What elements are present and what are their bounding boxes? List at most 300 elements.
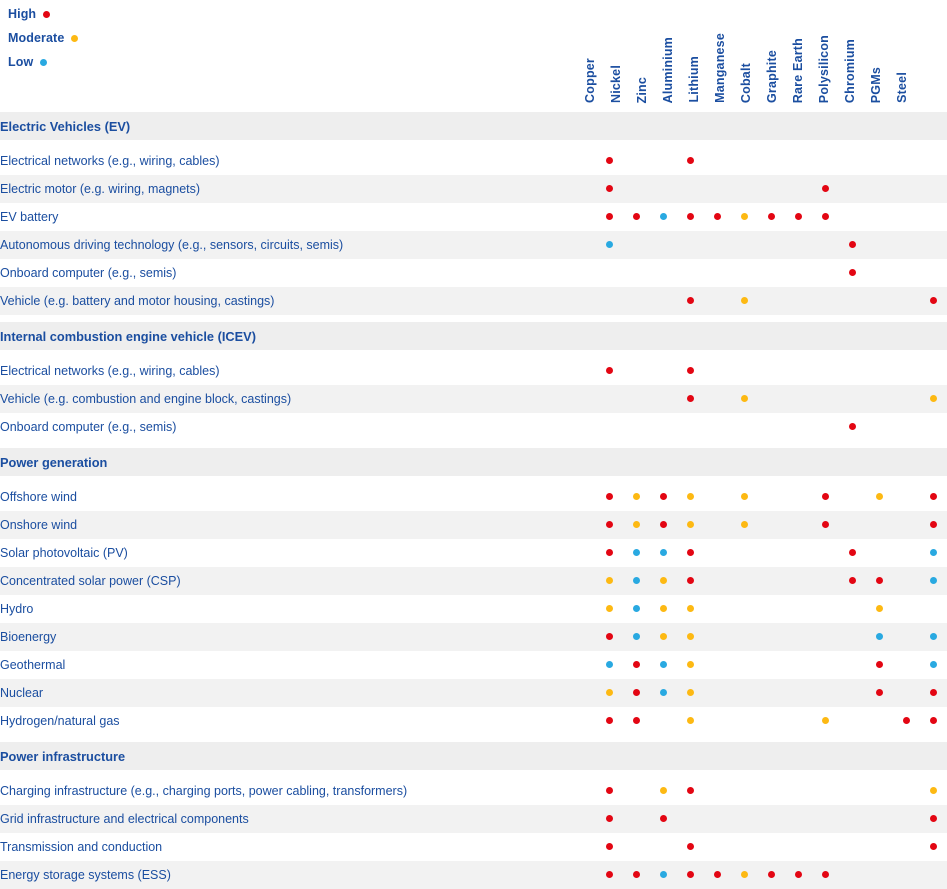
matrix-cell bbox=[704, 567, 731, 595]
row-label: Bioenergy bbox=[0, 630, 57, 644]
matrix-cell bbox=[704, 679, 731, 707]
row-spacer bbox=[0, 476, 947, 483]
matrix-cell bbox=[677, 679, 704, 707]
table-row bbox=[0, 175, 947, 203]
matrix-cell bbox=[866, 567, 893, 595]
row-label: Vehicle (e.g. battery and motor housing, castings) bbox=[0, 294, 275, 308]
rating-dot-high bbox=[687, 549, 694, 556]
matrix-cell bbox=[596, 413, 623, 441]
matrix-cell bbox=[704, 539, 731, 567]
column-header-cobalt bbox=[739, 63, 765, 108]
matrix-cell bbox=[812, 385, 839, 413]
rating-dot-high bbox=[930, 297, 937, 304]
matrix-cell bbox=[920, 511, 947, 539]
matrix-table bbox=[0, 112, 947, 889]
rating-dot-high bbox=[822, 521, 829, 528]
matrix-cell bbox=[920, 861, 947, 889]
column-header-label: Zinc bbox=[635, 76, 649, 103]
legend-dot-icon bbox=[43, 11, 50, 18]
column-header-zinc bbox=[635, 77, 661, 109]
row-spacer bbox=[0, 770, 947, 777]
matrix-cell bbox=[677, 511, 704, 539]
row-label: Electrical networks (e.g., wiring, cables) bbox=[0, 154, 220, 168]
rating-dot-high bbox=[633, 871, 640, 878]
matrix-cell bbox=[704, 231, 731, 259]
matrix-cell bbox=[704, 357, 731, 385]
matrix-cell bbox=[839, 539, 866, 567]
column-header-pgms bbox=[869, 67, 895, 108]
matrix-cell bbox=[839, 595, 866, 623]
rating-dot-high bbox=[822, 213, 829, 220]
matrix-cell bbox=[758, 203, 785, 231]
row-label: Hydro bbox=[0, 602, 34, 616]
rating-dot-high bbox=[849, 549, 856, 556]
matrix-cell bbox=[785, 707, 812, 735]
matrix-cell bbox=[920, 707, 947, 735]
matrix-cell bbox=[812, 511, 839, 539]
matrix-cell bbox=[893, 651, 920, 679]
matrix-cell bbox=[893, 511, 920, 539]
matrix-cell bbox=[758, 567, 785, 595]
matrix-cell bbox=[839, 413, 866, 441]
rating-dot-high bbox=[606, 633, 613, 640]
matrix-cell bbox=[731, 651, 758, 679]
column-header-label: Cobalt bbox=[739, 62, 753, 103]
matrix-cell bbox=[920, 833, 947, 861]
section-title: Power infrastructure bbox=[0, 748, 126, 764]
matrix-cell bbox=[650, 287, 677, 315]
row-label: Charging infrastructure (e.g., charging ports, power cabling, transformers) bbox=[0, 784, 408, 798]
matrix-cell bbox=[812, 595, 839, 623]
matrix-cell bbox=[866, 833, 893, 861]
matrix-cell bbox=[920, 413, 947, 441]
row-label: Offshore wind bbox=[0, 490, 77, 504]
matrix-cell bbox=[623, 413, 650, 441]
matrix-cell bbox=[920, 623, 947, 651]
matrix-cell bbox=[677, 651, 704, 679]
matrix-cell bbox=[596, 707, 623, 735]
row-spacer bbox=[0, 315, 947, 322]
table-row bbox=[0, 231, 947, 259]
rating-dot-high bbox=[930, 689, 937, 696]
legend-dot-icon bbox=[71, 35, 78, 42]
row-spacer bbox=[0, 350, 947, 357]
matrix-cell bbox=[866, 595, 893, 623]
matrix-cell bbox=[677, 147, 704, 175]
matrix-cell bbox=[623, 777, 650, 805]
matrix-cell bbox=[677, 385, 704, 413]
rating-dot-high bbox=[903, 717, 910, 724]
matrix-cell bbox=[596, 147, 623, 175]
matrix-cell bbox=[920, 679, 947, 707]
rating-dot-moderate bbox=[633, 493, 640, 500]
matrix-cell bbox=[650, 511, 677, 539]
matrix-cell bbox=[785, 539, 812, 567]
matrix-cell bbox=[920, 357, 947, 385]
matrix-cell bbox=[839, 259, 866, 287]
legend-item-label: Low bbox=[8, 55, 34, 69]
matrix-cell bbox=[758, 805, 785, 833]
matrix-cell bbox=[704, 777, 731, 805]
column-header-label: Steel bbox=[895, 72, 909, 103]
matrix-cell bbox=[731, 595, 758, 623]
rating-dot-low bbox=[930, 633, 937, 640]
matrix-cell bbox=[758, 777, 785, 805]
rating-dot-high bbox=[849, 241, 856, 248]
matrix-cell bbox=[920, 385, 947, 413]
matrix-cell bbox=[650, 833, 677, 861]
rating-dot-high bbox=[606, 549, 613, 556]
matrix-cell bbox=[677, 833, 704, 861]
matrix-cell bbox=[596, 777, 623, 805]
rating-dot-high bbox=[822, 493, 829, 500]
legend-item-m bbox=[8, 26, 208, 50]
matrix-cell bbox=[893, 357, 920, 385]
rating-dot-moderate bbox=[741, 395, 748, 402]
rating-dot-moderate bbox=[660, 577, 667, 584]
matrix-cell bbox=[704, 287, 731, 315]
table-row bbox=[0, 651, 947, 679]
matrix-cell bbox=[812, 777, 839, 805]
column-header-polysilicon bbox=[817, 35, 843, 108]
rating-dot-high bbox=[795, 213, 802, 220]
column-header-label: Rare Earth bbox=[791, 37, 805, 103]
row-label: Electrical networks (e.g., wiring, cables) bbox=[0, 364, 220, 378]
rating-dot-moderate bbox=[741, 297, 748, 304]
rating-dot-high bbox=[606, 185, 613, 192]
rating-dot-high bbox=[606, 871, 613, 878]
matrix-cell bbox=[893, 777, 920, 805]
matrix-cell bbox=[866, 287, 893, 315]
row-spacer-cell bbox=[0, 770, 947, 777]
matrix-cell bbox=[731, 357, 758, 385]
rating-dot-high bbox=[606, 367, 613, 374]
rating-dot-moderate bbox=[687, 521, 694, 528]
rating-dot-moderate bbox=[687, 605, 694, 612]
matrix-cell bbox=[839, 707, 866, 735]
matrix-cell bbox=[596, 483, 623, 511]
matrix-cell bbox=[650, 567, 677, 595]
rating-dot-moderate bbox=[687, 689, 694, 696]
matrix-cell bbox=[785, 805, 812, 833]
matrix-cell bbox=[623, 147, 650, 175]
matrix-cell bbox=[866, 483, 893, 511]
matrix-cell bbox=[839, 777, 866, 805]
matrix-cell bbox=[866, 511, 893, 539]
rating-dot-low bbox=[606, 241, 613, 248]
legend bbox=[8, 2, 208, 74]
column-header-chromium bbox=[843, 39, 869, 108]
rating-dot-moderate bbox=[822, 717, 829, 724]
matrix-cell bbox=[893, 413, 920, 441]
matrix-cell bbox=[623, 707, 650, 735]
matrix-cell bbox=[758, 707, 785, 735]
rating-dot-high bbox=[660, 521, 667, 528]
section-header-row bbox=[0, 742, 947, 770]
matrix-cell bbox=[623, 861, 650, 889]
column-header-label: PGMs bbox=[869, 66, 883, 103]
column-header-label: Graphite bbox=[765, 50, 779, 103]
rating-dot-high bbox=[687, 577, 694, 584]
matrix-cell bbox=[812, 651, 839, 679]
matrix-cell bbox=[623, 679, 650, 707]
rating-dot-moderate bbox=[606, 577, 613, 584]
matrix-cell bbox=[920, 483, 947, 511]
rating-dot-high bbox=[930, 815, 937, 822]
matrix-cell bbox=[866, 385, 893, 413]
column-header-label: Copper bbox=[583, 58, 597, 103]
legend-item-label: High bbox=[8, 7, 37, 21]
matrix-cell bbox=[650, 231, 677, 259]
matrix-cell bbox=[758, 231, 785, 259]
matrix-cell bbox=[839, 805, 866, 833]
matrix-cell bbox=[812, 287, 839, 315]
table-row bbox=[0, 357, 947, 385]
matrix-cell bbox=[731, 861, 758, 889]
rating-dot-high bbox=[714, 871, 721, 878]
matrix-cell bbox=[893, 203, 920, 231]
rating-dot-high bbox=[795, 871, 802, 878]
matrix-cell bbox=[812, 483, 839, 511]
matrix-cell bbox=[785, 203, 812, 231]
matrix-cell bbox=[596, 861, 623, 889]
matrix-cell bbox=[731, 287, 758, 315]
matrix-cell bbox=[893, 805, 920, 833]
rating-dot-low bbox=[633, 577, 640, 584]
row-spacer-cell bbox=[0, 476, 947, 483]
matrix-cell bbox=[893, 259, 920, 287]
column-header-label: Chromium bbox=[843, 38, 857, 103]
column-header-label: Manganese bbox=[713, 33, 727, 103]
matrix-cell bbox=[650, 861, 677, 889]
matrix-cell bbox=[677, 805, 704, 833]
rating-dot-high bbox=[687, 787, 694, 794]
matrix-cell bbox=[677, 413, 704, 441]
rating-dot-high bbox=[822, 185, 829, 192]
matrix-cell bbox=[893, 147, 920, 175]
matrix-cell bbox=[623, 833, 650, 861]
matrix-cell bbox=[812, 707, 839, 735]
rating-dot-high bbox=[606, 157, 613, 164]
matrix-cell bbox=[920, 231, 947, 259]
column-header-label: Lithium bbox=[687, 56, 701, 103]
matrix-cell bbox=[704, 203, 731, 231]
matrix-cell bbox=[704, 707, 731, 735]
rating-dot-moderate bbox=[606, 689, 613, 696]
matrix-cell bbox=[731, 777, 758, 805]
matrix-cell bbox=[758, 413, 785, 441]
matrix-cell bbox=[596, 539, 623, 567]
matrix-cell bbox=[785, 567, 812, 595]
matrix-cell bbox=[920, 287, 947, 315]
matrix-cell bbox=[785, 623, 812, 651]
matrix-cell bbox=[785, 175, 812, 203]
matrix-cell bbox=[731, 385, 758, 413]
matrix-cell bbox=[785, 357, 812, 385]
matrix-cell bbox=[677, 539, 704, 567]
matrix-cell bbox=[785, 679, 812, 707]
matrix-cell bbox=[866, 539, 893, 567]
matrix-cell bbox=[920, 777, 947, 805]
matrix-cell bbox=[677, 259, 704, 287]
matrix-cell bbox=[785, 651, 812, 679]
legend-item-label: Moderate bbox=[8, 31, 65, 45]
row-spacer-cell bbox=[0, 350, 947, 357]
matrix-cell bbox=[812, 679, 839, 707]
rating-dot-low bbox=[633, 605, 640, 612]
matrix-cell bbox=[920, 203, 947, 231]
matrix-cell bbox=[596, 833, 623, 861]
matrix-cell bbox=[893, 861, 920, 889]
matrix-cell bbox=[623, 623, 650, 651]
rating-dot-high bbox=[687, 367, 694, 374]
rating-dot-low bbox=[660, 549, 667, 556]
matrix-cell bbox=[866, 175, 893, 203]
matrix-cell bbox=[839, 861, 866, 889]
row-label: Geothermal bbox=[0, 658, 66, 672]
rating-dot-moderate bbox=[876, 493, 883, 500]
matrix-cell bbox=[758, 651, 785, 679]
matrix-cell bbox=[866, 231, 893, 259]
matrix-cell bbox=[839, 623, 866, 651]
matrix-cell bbox=[893, 175, 920, 203]
matrix-cell bbox=[623, 539, 650, 567]
rating-dot-low bbox=[930, 549, 937, 556]
matrix-cell bbox=[650, 595, 677, 623]
matrix-cell bbox=[677, 175, 704, 203]
matrix-cell bbox=[650, 707, 677, 735]
rating-dot-moderate bbox=[660, 787, 667, 794]
section-header-row bbox=[0, 448, 947, 476]
matrix-cell bbox=[650, 259, 677, 287]
table-row bbox=[0, 805, 947, 833]
rating-dot-high bbox=[633, 213, 640, 220]
rating-dot-moderate bbox=[687, 493, 694, 500]
matrix-cell bbox=[731, 147, 758, 175]
rating-dot-moderate bbox=[633, 521, 640, 528]
table-row bbox=[0, 203, 947, 231]
matrix-cell bbox=[623, 385, 650, 413]
matrix-cell bbox=[623, 567, 650, 595]
rating-dot-high bbox=[687, 157, 694, 164]
matrix-cell bbox=[758, 511, 785, 539]
matrix-cell bbox=[812, 259, 839, 287]
matrix-cell bbox=[839, 511, 866, 539]
matrix-cell bbox=[677, 567, 704, 595]
matrix-cell bbox=[785, 231, 812, 259]
matrix-cell bbox=[731, 805, 758, 833]
section-header-row bbox=[0, 322, 947, 350]
matrix-cell bbox=[650, 483, 677, 511]
row-label: Solar photovoltaic (PV) bbox=[0, 546, 128, 560]
rating-dot-low bbox=[930, 577, 937, 584]
rating-dot-high bbox=[876, 577, 883, 584]
matrix-cell bbox=[650, 147, 677, 175]
legend-item-h bbox=[8, 2, 208, 26]
matrix-cell bbox=[839, 679, 866, 707]
rating-dot-high bbox=[876, 661, 883, 668]
table-row bbox=[0, 287, 947, 315]
table-row bbox=[0, 385, 947, 413]
rating-dot-high bbox=[930, 521, 937, 528]
matrix-cell bbox=[893, 287, 920, 315]
rating-dot-moderate bbox=[741, 521, 748, 528]
matrix-cell bbox=[596, 623, 623, 651]
rating-dot-high bbox=[768, 871, 775, 878]
rating-dot-moderate bbox=[660, 605, 667, 612]
row-spacer-cell bbox=[0, 140, 947, 147]
matrix-cell bbox=[920, 651, 947, 679]
matrix-cell bbox=[920, 539, 947, 567]
column-header-lithium bbox=[687, 56, 713, 108]
rating-dot-low bbox=[876, 633, 883, 640]
matrix-cell bbox=[677, 231, 704, 259]
matrix-cell bbox=[812, 833, 839, 861]
table-row bbox=[0, 777, 947, 805]
row-label: Concentrated solar power (CSP) bbox=[0, 574, 181, 588]
table-row bbox=[0, 595, 947, 623]
rating-dot-low bbox=[660, 871, 667, 878]
matrix-cell bbox=[893, 707, 920, 735]
matrix-cell bbox=[623, 175, 650, 203]
matrix-cell bbox=[596, 385, 623, 413]
matrix-cell bbox=[704, 175, 731, 203]
matrix-cell bbox=[596, 203, 623, 231]
matrix-cell bbox=[866, 861, 893, 889]
rating-dot-moderate bbox=[687, 717, 694, 724]
matrix-cell bbox=[920, 595, 947, 623]
matrix-cell bbox=[839, 651, 866, 679]
matrix-cell bbox=[839, 175, 866, 203]
row-label: EV battery bbox=[0, 210, 59, 224]
matrix-cell bbox=[866, 679, 893, 707]
matrix-cell bbox=[704, 147, 731, 175]
matrix-cell bbox=[677, 623, 704, 651]
matrix-cell bbox=[758, 287, 785, 315]
legend-dot-icon bbox=[40, 59, 47, 66]
rating-dot-high bbox=[714, 213, 721, 220]
matrix-cell bbox=[893, 833, 920, 861]
rating-dot-moderate bbox=[660, 633, 667, 640]
section-title: Internal combustion engine vehicle (ICEV) bbox=[0, 328, 256, 344]
row-spacer bbox=[0, 140, 947, 147]
matrix-cell bbox=[650, 805, 677, 833]
rating-dot-high bbox=[606, 493, 613, 500]
table-row bbox=[0, 833, 947, 861]
rating-dot-high bbox=[660, 815, 667, 822]
matrix-cell bbox=[785, 511, 812, 539]
rating-dot-high bbox=[606, 213, 613, 220]
matrix-cell bbox=[758, 595, 785, 623]
rating-dot-high bbox=[930, 843, 937, 850]
matrix-cell bbox=[893, 595, 920, 623]
matrix-cell bbox=[596, 651, 623, 679]
matrix-cell bbox=[731, 539, 758, 567]
table-row bbox=[0, 511, 947, 539]
matrix-cell bbox=[866, 651, 893, 679]
rating-dot-high bbox=[633, 717, 640, 724]
matrix-cell bbox=[893, 539, 920, 567]
matrix-cell bbox=[893, 385, 920, 413]
matrix-cell bbox=[704, 511, 731, 539]
matrix-cell bbox=[758, 385, 785, 413]
rating-dot-moderate bbox=[687, 661, 694, 668]
row-label: Autonomous driving technology (e.g., sensors, circuits, semis) bbox=[0, 238, 344, 252]
matrix-cell bbox=[623, 231, 650, 259]
matrix-cell bbox=[731, 483, 758, 511]
matrix-cell bbox=[893, 567, 920, 595]
matrix-cell bbox=[704, 623, 731, 651]
